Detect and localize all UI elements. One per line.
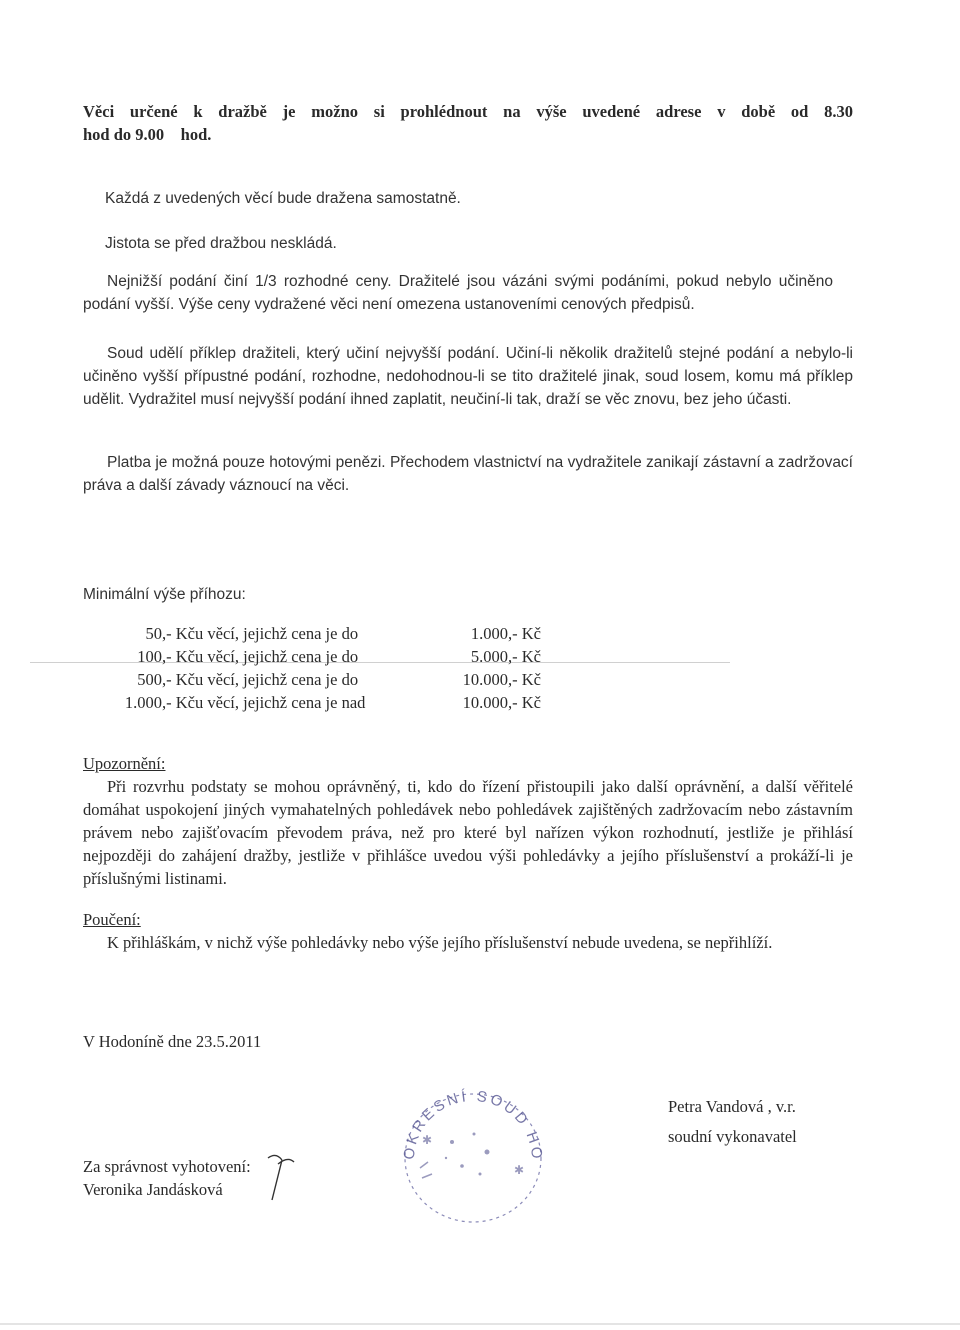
place-date xyxy=(83,1030,853,1053)
stamp-text: OKRESNÍ SOUD HO xyxy=(400,1087,546,1163)
viewing-notice xyxy=(83,100,853,146)
verification-block xyxy=(83,1155,251,1201)
signer-role: soudní vykonavatel xyxy=(668,1127,797,1146)
increment-condition: u věcí, jejichž cena je do xyxy=(195,647,359,666)
increment-condition: u věcí, jejichž cena je nad xyxy=(195,693,366,712)
verification-line-2: Veronika Jandásková xyxy=(83,1180,223,1199)
increment-amount: 500,- Kč xyxy=(137,670,195,689)
increment-amount: 50,- Kč xyxy=(145,624,195,643)
instruction-section xyxy=(83,908,853,954)
signer-name: Petra Vandová , v.r. xyxy=(668,1097,796,1116)
award-text: Soud udělí příklep dražiteli, který učiní nejvyšší podání. Učiní-li několik dražitelů stejné podání a nebylo-li učiněno vyšší přípustné podání, rozhodne, nedohodnou-li se tito dražitelé jinak, soud losem, komu má příklep udělit. Vydražitel musí nejvyšší podání ihned zaplatit, neučiní-li tak, draží se věc znovu, bez jeho účasti. xyxy=(83,345,853,408)
instruction-text: K přihláškám, v nichž výše pohledávky nebo výše jejího příslušenství nebude uvedena, se nepřihlíží. xyxy=(107,933,773,952)
min-increment-heading-text: Minimální výše příhozu: xyxy=(83,586,246,603)
separate-auction-sentence: Každá z uvedených věcí bude dražena samostatně. xyxy=(105,190,461,207)
min-increment-table xyxy=(83,622,541,714)
svg-text:✱: ✱ xyxy=(514,1163,525,1177)
payment-text: Platba je možná pouze hotovými penězi. Přechodem vlastnictví na vydražitele zanikají zástavní a zadržovací práva a další závady váznoucí na věci. xyxy=(83,454,853,494)
court-stamp xyxy=(392,1082,554,1228)
stamp-graphic xyxy=(392,1082,554,1228)
notice-text: Při rozvrhu podstaty se mohou oprávněný, ti, kdo do řízení přistoupili jako další oprávnění, a další věřitelé domáhat uspokojení jiných vymahatelných pohledávek nebo pohledávek zajištěných zadržovacím nebo zástavním právem nebo zajišťovacím převodem práva, než pro které byl nařízen výkon rozhodnutí, jestliže je přihlásí nejpozději do zahájení dražby, jestliže v přihlášce uvedou výši pohledávky a jejího příslušenství a prokáží-li je příslušnými listinami. xyxy=(83,777,853,888)
increment-price-limit: 10.000,- Kč xyxy=(462,693,541,712)
viewing-line-2: hod do 9.00 hod. xyxy=(83,125,212,144)
increment-row xyxy=(83,645,541,668)
payment-paragraph xyxy=(83,451,853,497)
increment-condition: u věcí, jejichž cena je do xyxy=(195,670,359,689)
increment-row xyxy=(83,622,541,645)
increment-price-limit: 5.000,- Kč xyxy=(470,647,541,666)
increment-row xyxy=(83,691,541,714)
increment-row xyxy=(83,668,541,691)
min-increment-heading xyxy=(83,583,853,606)
increment-condition: u věcí, jejichž cena je do xyxy=(195,624,359,643)
lowest-bid-text: Nejnižší podání činí 1/3 rozhodné ceny. Dražitelé jsou vázáni svými podáními, pokud nebylo učiněno podání vyšší. Výše ceny vydražené věci není omezena ustanoveními cenových předpisů. xyxy=(83,273,833,313)
place-date-text: V Hodoníně dne 23.5.2011 xyxy=(83,1032,262,1051)
page-bottom-edge xyxy=(0,1323,960,1325)
verification-line-1: Za správnost vyhotovení: xyxy=(83,1157,251,1176)
award-paragraph xyxy=(83,342,853,411)
viewing-line-1: Věci určené k dražbě je možno si prohlédnout na výše uvedené adrese v době od 8.30 xyxy=(83,102,853,121)
signer-block xyxy=(668,1092,797,1152)
increment-price-limit: 1.000,- Kč xyxy=(470,624,541,643)
increment-amount: 1.000,- Kč xyxy=(124,693,195,712)
increment-amount: 100,- Kč xyxy=(137,647,195,666)
deposit-text xyxy=(105,232,875,255)
increment-price-limit: 10.000,- Kč xyxy=(462,670,541,689)
handwritten-signature xyxy=(262,1150,302,1205)
notice-heading: Upozornění: xyxy=(83,754,166,773)
notice-section xyxy=(83,752,853,890)
instruction-heading: Poučení: xyxy=(83,910,141,929)
svg-text:✱: ✱ xyxy=(422,1133,433,1147)
svg-text:OKRESNÍ SOUD HODONÍN xyxy=(392,1082,545,1162)
deposit-sentence: Jistota se před dražbou neskládá. xyxy=(105,235,337,252)
lowest-bid-paragraph xyxy=(83,270,833,316)
separate-auction-text xyxy=(105,187,875,210)
